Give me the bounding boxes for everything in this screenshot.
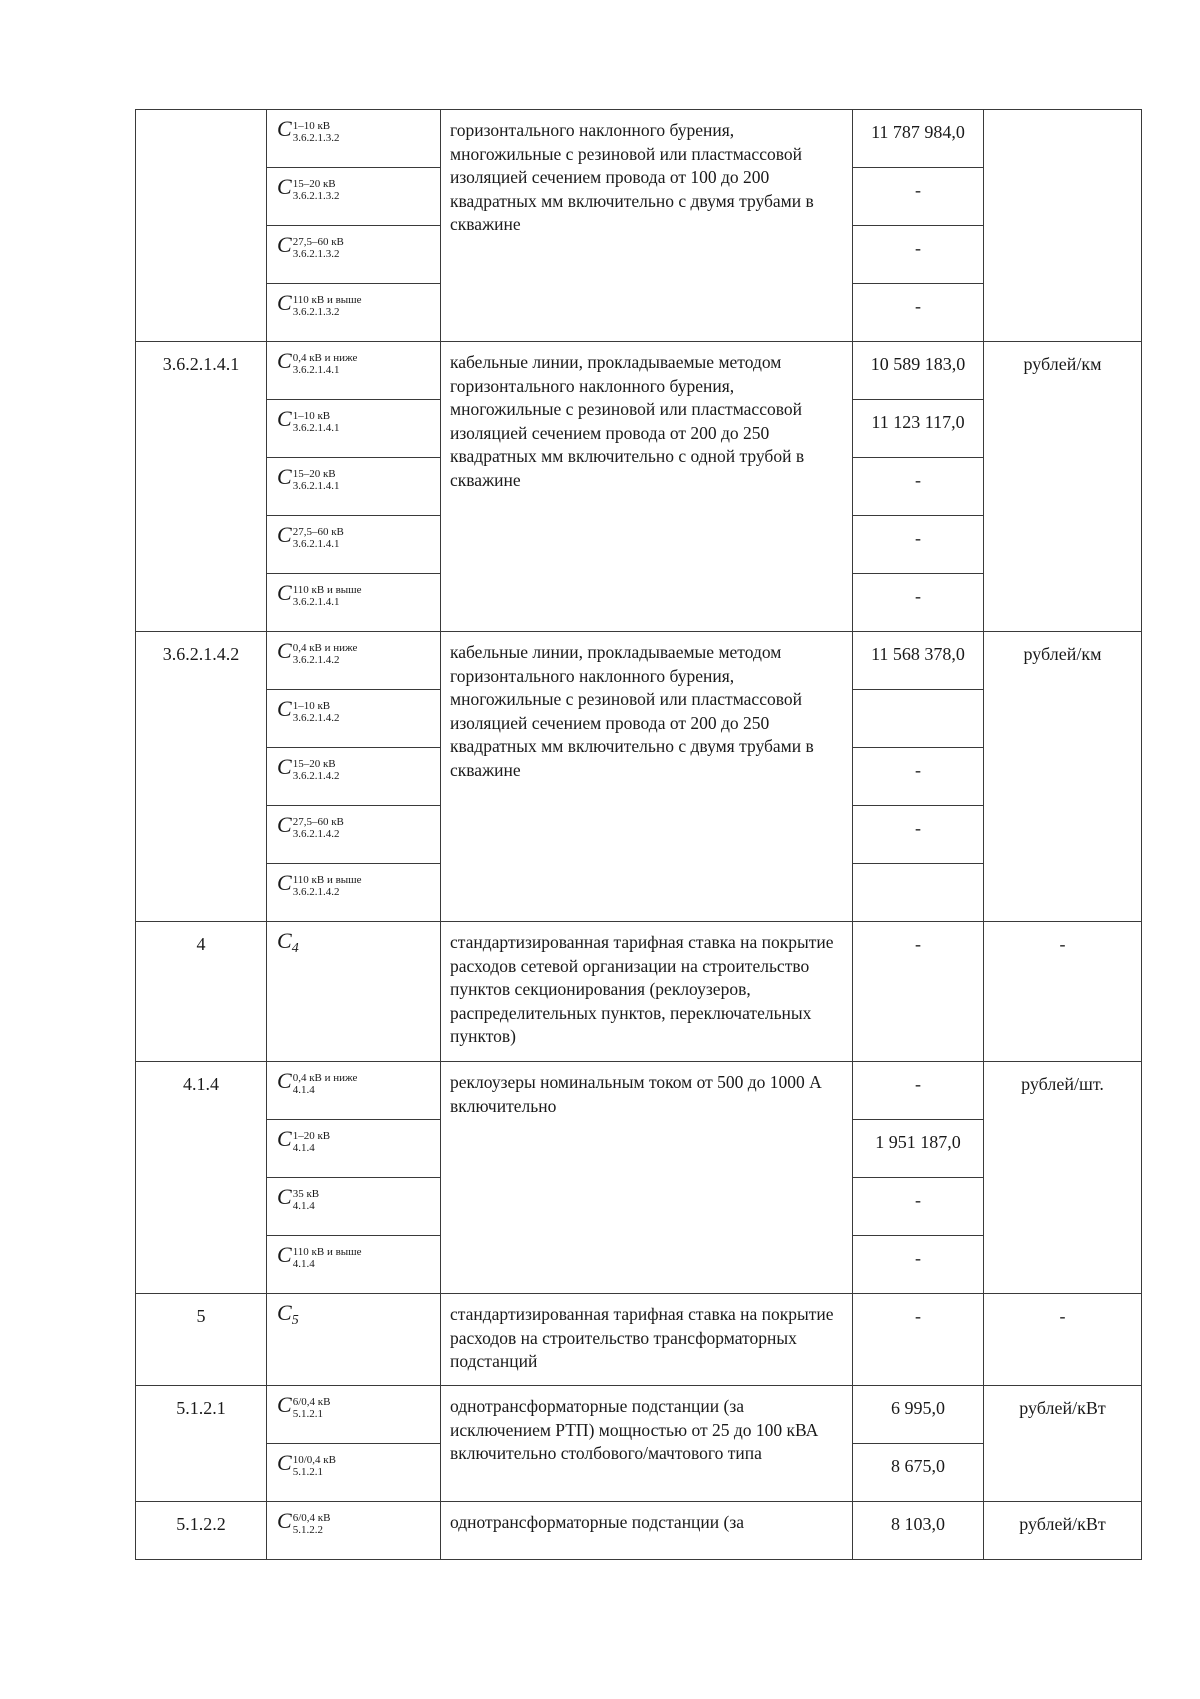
rate-symbol: C 15–20 кВ 3.6.2.1.4.2 [267, 748, 441, 806]
unit-of-measure: рублей/км [984, 632, 1142, 922]
rate-value: - [853, 1178, 984, 1236]
rate-value: 11 568 378,0 [853, 632, 984, 690]
rate-code: 5.1.2.2 [292, 1524, 323, 1536]
item-description: однотрансформаторные подстанции (за [441, 1502, 853, 1560]
rate-value: - [853, 806, 984, 864]
tariff-table-body [136, 110, 1142, 1560]
voltage-level: 15–20 кВ [292, 178, 336, 190]
rate-value: - [853, 1062, 984, 1120]
voltage-level: 27,5–60 кВ [292, 236, 344, 248]
rate-value: - [853, 168, 984, 226]
item-number: 3.6.2.1.4.2 [136, 632, 267, 922]
item-description: реклоузеры номинальным током от 500 до 1000 А включительно [441, 1062, 853, 1294]
voltage-level: 6/0,4 кВ [292, 1512, 331, 1524]
rate-code: 4.1.4 [292, 1084, 315, 1096]
voltage-level: 6/0,4 кВ [292, 1396, 331, 1408]
rate-code: 3.6.2.1.4.2 [292, 828, 340, 840]
rate-symbol: C 110 кВ и выше 4.1.4 [267, 1236, 441, 1294]
rate-value: - [853, 1236, 984, 1294]
table-row [136, 1294, 1142, 1386]
rate-value: 8 103,0 [853, 1502, 984, 1560]
rate-code: 3.6.2.1.4.2 [292, 712, 340, 724]
rate-value: - [853, 458, 984, 516]
item-number: 4 [136, 922, 267, 1062]
rate-code: 3.6.2.1.4.2 [292, 886, 340, 898]
voltage-level: 0,4 кВ и ниже [292, 642, 358, 654]
rate-code: 4.1.4 [292, 1258, 315, 1270]
rate-symbol: C 0,4 кВ и ниже 4.1.4 [267, 1062, 441, 1120]
unit-of-measure: - [984, 922, 1142, 1062]
rate-symbol: C 110 кВ и выше 3.6.2.1.4.2 [267, 864, 441, 922]
voltage-level: 110 кВ и выше [292, 294, 362, 306]
voltage-level: 10/0,4 кВ [292, 1454, 336, 1466]
rate-value: - [853, 516, 984, 574]
rate-symbol: C 1–20 кВ 4.1.4 [267, 1120, 441, 1178]
item-description: кабельные линии, прокладываемые методом горизонтального наклонного бурения, многожильные с резиновой или пластмассовой изоляцией сечением провода от 200 до 250 квадратных мм включительно с двумя трубами в скважине [441, 632, 853, 922]
voltage-level: 15–20 кВ [292, 468, 336, 480]
voltage-level: 110 кВ и выше [292, 584, 362, 596]
rate-code: 4.1.4 [292, 1200, 315, 1212]
rate-symbol: C 1–10 кВ 3.6.2.1.4.2 [267, 690, 441, 748]
tariff-table [135, 109, 1142, 1560]
voltage-level: 15–20 кВ [292, 758, 336, 770]
item-number: 3.6.2.1.4.1 [136, 342, 267, 632]
unit-of-measure: рублей/шт. [984, 1062, 1142, 1294]
rate-symbol-index: 4 [291, 941, 299, 956]
rate-symbol: C 27,5–60 кВ 3.6.2.1.4.2 [267, 806, 441, 864]
rate-code: 3.6.2.1.4.2 [292, 770, 340, 782]
rate-symbol: C5 [267, 1294, 441, 1386]
rate-symbol: C 0,4 кВ и ниже 3.6.2.1.4.2 [267, 632, 441, 690]
rate-value: 1 951 187,0 [853, 1120, 984, 1178]
rate-value [853, 864, 984, 922]
voltage-level: 0,4 кВ и ниже [292, 352, 358, 364]
unit-of-measure: рублей/кВт [984, 1386, 1142, 1502]
rate-value: 10 589 183,0 [853, 342, 984, 400]
rate-code: 5.1.2.1 [292, 1466, 323, 1478]
voltage-level: 1–10 кВ [292, 700, 331, 712]
table-row [136, 342, 1142, 400]
voltage-level: 1–10 кВ [292, 120, 331, 132]
table-row [136, 1386, 1142, 1444]
rate-symbol: C 27,5–60 кВ 3.6.2.1.3.2 [267, 226, 441, 284]
item-number: 5 [136, 1294, 267, 1386]
rate-symbol-index: 5 [291, 1313, 299, 1328]
item-number: 4.1.4 [136, 1062, 267, 1294]
rate-code: 3.6.2.1.3.2 [292, 248, 340, 260]
table-row [136, 632, 1142, 690]
item-number: 5.1.2.2 [136, 1502, 267, 1560]
rate-symbol: C 10/0,4 кВ 5.1.2.1 [267, 1444, 441, 1502]
item-number: 5.1.2.1 [136, 1386, 267, 1502]
rate-value: - [853, 574, 984, 632]
rate-code: 3.6.2.1.4.1 [292, 480, 340, 492]
rate-symbol: C 35 кВ 4.1.4 [267, 1178, 441, 1236]
item-description: стандартизированная тарифная ставка на покрытие расходов сетевой организации на строительство пунктов секционирования (реклоузеров, распределительных пунктов, переключательных пунктов) [441, 922, 853, 1062]
rate-value: 11 123 117,0 [853, 400, 984, 458]
rate-code: 3.6.2.1.3.2 [292, 132, 340, 144]
rate-code: 3.6.2.1.4.1 [292, 364, 340, 376]
unit-of-measure: рублей/кВт [984, 1502, 1142, 1560]
unit-of-measure: - [984, 1294, 1142, 1386]
table-row [136, 1502, 1142, 1560]
voltage-level: 27,5–60 кВ [292, 816, 344, 828]
rate-code: 4.1.4 [292, 1142, 315, 1154]
rate-symbol: C 110 кВ и выше 3.6.2.1.3.2 [267, 284, 441, 342]
rate-code: 3.6.2.1.3.2 [292, 306, 340, 318]
rate-value: 8 675,0 [853, 1444, 984, 1502]
table-row [136, 110, 1142, 168]
item-description: кабельные линии, прокладываемые методом горизонтального наклонного бурения, многожильные с резиновой или пластмассовой изоляцией сечением провода от 200 до 250 квадратных мм включительно с одной трубой в скважине [441, 342, 853, 632]
voltage-level: 0,4 кВ и ниже [292, 1072, 358, 1084]
rate-code: 3.6.2.1.4.1 [292, 538, 340, 550]
voltage-level: 1–20 кВ [292, 1130, 331, 1142]
rate-symbol: C 6/0,4 кВ 5.1.2.2 [267, 1502, 441, 1560]
voltage-level: 110 кВ и выше [292, 1246, 362, 1258]
rate-code: 3.6.2.1.4.1 [292, 422, 340, 434]
voltage-level: 110 кВ и выше [292, 874, 362, 886]
rate-symbol: C4 [267, 922, 441, 1062]
voltage-level: 27,5–60 кВ [292, 526, 344, 538]
item-description: однотрансформаторные подстанции (за исключением РТП) мощностью от 25 до 100 кВА включительно столбового/мачтового типа [441, 1386, 853, 1502]
rate-symbol: C 0,4 кВ и ниже 3.6.2.1.4.1 [267, 342, 441, 400]
rate-symbol: C 110 кВ и выше 3.6.2.1.4.1 [267, 574, 441, 632]
item-description: стандартизированная тарифная ставка на покрытие расходов на строительство трансформаторных подстанций [441, 1294, 853, 1386]
rate-value [853, 690, 984, 748]
rate-symbol: C 1–10 кВ 3.6.2.1.4.1 [267, 400, 441, 458]
voltage-level: 1–10 кВ [292, 410, 331, 422]
rate-value: - [853, 922, 984, 1062]
rate-symbol: C 6/0,4 кВ 5.1.2.1 [267, 1386, 441, 1444]
rate-code: 3.6.2.1.4.1 [292, 596, 340, 608]
rate-value: - [853, 1294, 984, 1386]
rate-symbol: C 27,5–60 кВ 3.6.2.1.4.1 [267, 516, 441, 574]
rate-code: 3.6.2.1.4.2 [292, 654, 340, 666]
document-page [135, 109, 1141, 1560]
rate-value: - [853, 284, 984, 342]
rate-symbol: C 15–20 кВ 3.6.2.1.3.2 [267, 168, 441, 226]
rate-code: 3.6.2.1.3.2 [292, 190, 340, 202]
item-description: горизонтального наклонного бурения, многожильные с резиновой или пластмассовой изоляцией сечением провода от 100 до 200 квадратных мм включительно с двумя трубами в скважине [441, 110, 853, 342]
table-row [136, 1062, 1142, 1120]
item-number [136, 110, 267, 342]
table-row [136, 922, 1142, 1062]
rate-value: - [853, 226, 984, 284]
unit-of-measure [984, 110, 1142, 342]
rate-value: 11 787 984,0 [853, 110, 984, 168]
unit-of-measure: рублей/км [984, 342, 1142, 632]
rate-symbol: C 1–10 кВ 3.6.2.1.3.2 [267, 110, 441, 168]
rate-value: 6 995,0 [853, 1386, 984, 1444]
rate-value: - [853, 748, 984, 806]
voltage-level: 35 кВ [292, 1188, 320, 1200]
rate-code: 5.1.2.1 [292, 1408, 323, 1420]
rate-symbol: C 15–20 кВ 3.6.2.1.4.1 [267, 458, 441, 516]
